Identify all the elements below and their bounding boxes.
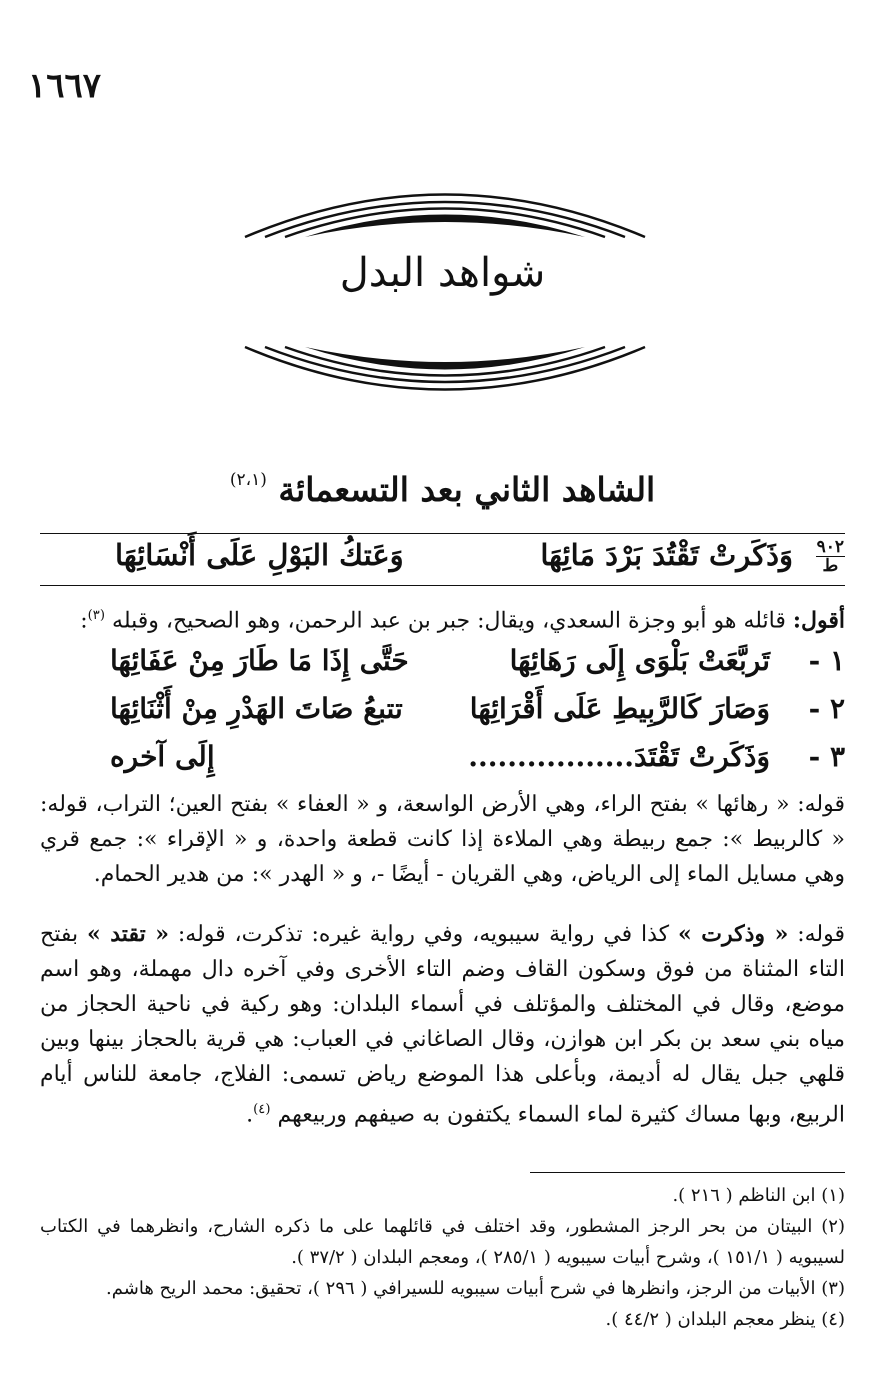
intro-ref: (٣) xyxy=(87,608,106,623)
poem-hemistich-2: حَتَّى إِذَا مَا طَارَ مِنْ عَفَائِهَا xyxy=(110,644,409,677)
top-ornament-arcs xyxy=(230,162,660,242)
verse-letter: ط xyxy=(822,556,839,576)
commentary-paragraph-1: قوله: « رهائها » بفتح الراء، وهي الأرض الواسعة، و « العفاء » بفتح العين؛ التراب، قوله: « كالربيط »: جمع ربيطة وهي الملاءة إذا كانت قطعة واحدة، و « الإقراء »: جمع قري وهي مسايل الماء إلى الرياض، وهي القريان - أيضًا -، و « الهدر »: من هدير الحمام. xyxy=(40,792,845,887)
para3-part2: كذا في رواية سيبويه، وفي رواية غيره: تذكرت، قوله: xyxy=(169,922,678,947)
page-number: ١٦٦٧ xyxy=(28,66,102,106)
para3-part3: بفتح التاء المثناة من فوق وسكون القاف وضم التاء الأخرى وفي آخره دال مهملة، وهو اسم موضع، وقال في المختلف والمؤتلف في أسماء البلدان: وهو ركية في ناحية الحجاز من مياه بني سعد بن بكر ابن هوازن، وقال الصاغاني في العباب: هي قرية بالحجاز بينها وبين قلهي جبل يقال له أديمة، وبأعلى هذا الموضع رياض تسمى: الفلاج، جامعة للناس أيام الربيع، وبها مساك كثيرة لماء السماء يكتفون به صيفهم وربيعهم xyxy=(40,922,845,1128)
intro-tail: : xyxy=(80,608,88,634)
poem-hemistich-2: إِلَى آخره xyxy=(110,740,215,773)
chapter-title: شواهد البدل xyxy=(339,250,546,296)
poem-hemistich-1: وَذَكَرتْ تَقْتَدَ................. xyxy=(468,740,770,773)
footnote: (٢) البيتان من بحر الرجز المشطور، وقد اختلف في قائلهما على ما ذكره الشارح، وانظرهما في الكتاب لسيبويه ( ١٥١/١ )، وشرح أبيات سيبويه ( ٢٨٥/١ )، ومعجم البلدان ( ٣٧/٢ ). xyxy=(40,1216,845,1268)
verse-hemistich-2: وَعَتكُ البَوْلِ عَلَى أَنْسَائِهَا xyxy=(115,538,404,572)
intro-paragraph xyxy=(40,598,845,638)
commentary-paragraph-2 xyxy=(40,917,845,1132)
poem-line-number: ١ - xyxy=(808,644,845,677)
poem-line-number: ٣ - xyxy=(808,740,845,773)
footnote-separator xyxy=(530,1172,845,1173)
para3-tail: . xyxy=(246,1102,254,1128)
poem-hemistich-1: تَربَّعَتْ بَلْوَى إِلَى رَهَائِهَا xyxy=(509,644,770,677)
verse-hemistich-1: وَذَكَرتْ تَقْتُدَ بَرْدَ مَائِهَا xyxy=(540,538,793,572)
bottom-ornament-arcs xyxy=(230,342,660,422)
poem-hemistich-1: وَصَارَ كَالرَّبِيطِ عَلَى أَقْرَائِهَا xyxy=(469,692,770,725)
footnotes xyxy=(40,1180,845,1335)
poem-line xyxy=(40,642,845,682)
shahid-title xyxy=(0,470,885,509)
shahid-title-ref: (٢،١) xyxy=(229,470,267,490)
poem-line xyxy=(40,738,845,778)
poem-hemistich-2: تتبعُ صَاتَ الهَدْرِ مِنْ أَثْنَائِهَا xyxy=(110,692,403,725)
poem-line-number: ٢ - xyxy=(808,692,845,725)
footnote: (١) ابن الناظم ( ٢١٦ ). xyxy=(672,1185,845,1206)
intro-text: قائله هو أبو وجزة السعدي، ويقال: جبر بن عبد الرحمن، وهو الصحيح، وقبله xyxy=(112,608,793,634)
para3-part1: قوله: xyxy=(788,922,845,947)
poem-line xyxy=(40,690,845,730)
para3-ref: (٤) xyxy=(253,1102,271,1117)
footnote: (٤) ينظر معجم البلدان ( ٤٤/٢ ). xyxy=(605,1309,845,1330)
verse-number-block xyxy=(816,538,845,575)
para3-bold-2: « تقتد » xyxy=(86,921,169,947)
verse-number: ٩٠٢ xyxy=(816,537,844,557)
intro-label: أقول: xyxy=(792,607,845,634)
footnote: (٣) الأبيات من الرجز، وانظرها في شرح أبيات سيبويه للسيرافي ( ٢٩٦ )، تحقيق: محمد الريح هاشم. xyxy=(106,1278,845,1299)
verse-bottom-rule xyxy=(40,585,845,586)
shahid-title-text: الشاهد الثاني بعد التسعمائة xyxy=(278,470,656,509)
para3-bold-1: « وذكرت » xyxy=(677,921,789,947)
main-verse xyxy=(40,532,845,586)
